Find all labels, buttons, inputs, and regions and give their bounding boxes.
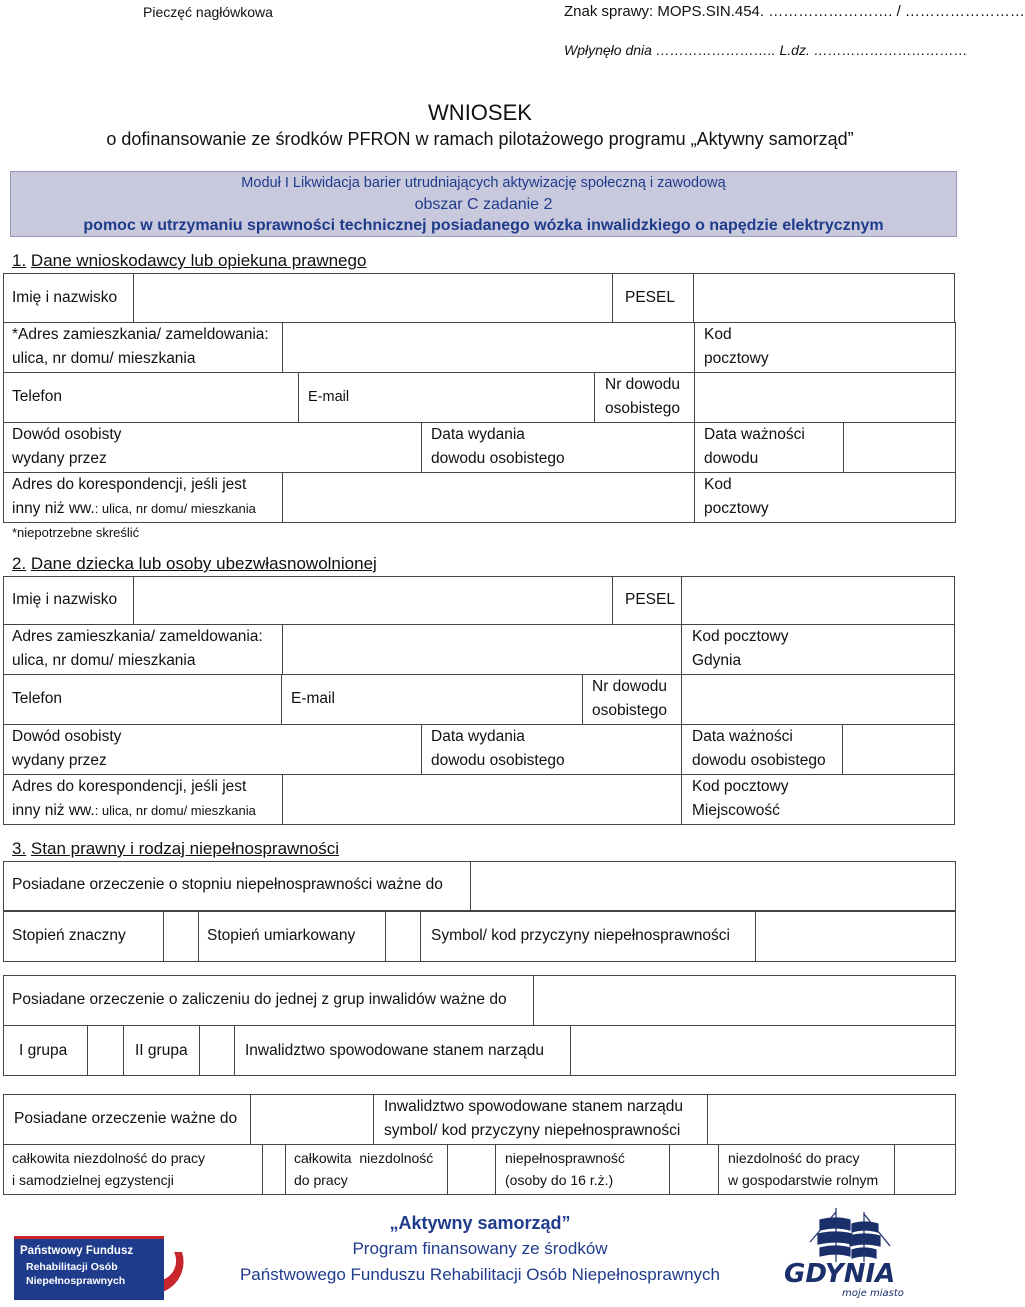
s3-opt1-label-1: całkowita niezdolność do pracy — [12, 1150, 205, 1166]
s2-validity-label-1: Data ważności — [692, 728, 793, 745]
s2-corr-label-2a: inny niż ww. — [12, 802, 95, 819]
s1-idno-label-2: osobistego — [605, 400, 680, 417]
section-1-title: Dane wnioskodawcy lub opiekuna prawnego — [30, 251, 367, 270]
s1-validity-input[interactable] — [843, 422, 956, 473]
s2-issuedate-label-2: dowodu osobistego — [431, 752, 565, 769]
s3-organ-label: Inwalidztwo spowodowane stanem narządu — [245, 1042, 544, 1059]
footer-line-2: Program finansowany ze środków — [352, 1239, 608, 1258]
s1-corr-label-2b: : ulica, nr domu/ mieszkania — [94, 501, 256, 516]
s1-phone-label: Telefon — [12, 388, 62, 405]
s3-decision-input[interactable] — [470, 861, 956, 911]
s2-corr-label-2 — [12, 799, 256, 823]
s1-idissued-label-2: wydany przez — [12, 450, 107, 467]
s1-email-label: E-mail — [308, 389, 350, 405]
s1-address-label-1: *Adres zamieszkania/ zameldowania: — [12, 326, 269, 343]
s3-symbol-label: Symbol/ kod przyczyny niepełnosprawności — [431, 927, 730, 944]
s3-organ2-label-2: symbol/ kod przyczyny niepełnosprawności — [384, 1122, 681, 1139]
s1-issuedate-label-2: dowodu osobistego — [431, 450, 565, 467]
s1-name-input[interactable] — [133, 273, 613, 323]
s2-idno-label-2: osobistego — [592, 702, 667, 719]
s3-opt3-checkbox[interactable] — [669, 1144, 719, 1195]
s3-group1-label: I grupa — [19, 1042, 68, 1059]
s3-group-label: Posiadane orzeczenie o zaliczeniu do jednej z grup inwalidów ważne do — [12, 991, 507, 1008]
s3-opt4-label-2: w gospodarstwie rolnym — [728, 1172, 879, 1188]
s2-address-label-2: ulica, nr domu/ mieszkania — [12, 652, 196, 669]
section-1-heading — [12, 251, 366, 271]
s2-corr-label-1: Adres do korespondencji, jeśli jest — [12, 778, 247, 795]
gdynia-ship-icon — [780, 1202, 920, 1302]
s2-idno-input[interactable] — [681, 674, 955, 725]
pfron-logo-line-1: Państwowy Fundusz — [20, 1245, 134, 1257]
s1-corr-label-2a: inny niż ww. — [12, 500, 95, 517]
s3-significant-checkbox[interactable] — [163, 911, 199, 962]
s2-idno-label-1: Nr dowodu — [592, 678, 667, 695]
s2-address-label-1: Adres zamieszkania/ zameldowania: — [12, 628, 263, 645]
header-stamp: Pieczęć nagłówkowa — [143, 4, 273, 20]
s1-postal-label-2: pocztowy — [704, 350, 769, 367]
section-3-title: Stan prawny i rodzaj niepełnosprawności — [30, 839, 339, 858]
section-2-title: Dane dziecka lub osoby ubezwłasnowolnionej — [30, 554, 377, 573]
s1-corr-label-2 — [12, 497, 256, 521]
s1-issuedate-label-1: Data wydania — [431, 426, 525, 443]
s1-idno-label-1: Nr dowodu — [605, 376, 680, 393]
pfron-logo-graphic — [12, 1222, 192, 1302]
banner-line-2: obszar C zadanie 2 — [414, 196, 553, 213]
s2-address-input[interactable] — [282, 624, 682, 675]
footer-program: „Aktywny samorząd” — [389, 1213, 571, 1233]
s2-validity-label-2: dowodu osobistego — [692, 752, 826, 769]
s2-corr-label-2b: : ulica, nr domu/ mieszkania — [94, 803, 256, 818]
s2-postal-label-2: Gdynia — [692, 652, 742, 669]
s2-idissued-label-2: wydany przez — [12, 752, 107, 769]
s3-opt4-checkbox[interactable] — [894, 1144, 956, 1195]
s1-postal-label-1: Kod — [704, 326, 732, 343]
s3-organ-input[interactable] — [570, 1025, 956, 1076]
s2-corr-input[interactable] — [282, 774, 682, 825]
s3-decision-label: Posiadane orzeczenie o stopniu niepełnosprawności ważne do — [12, 876, 443, 893]
banner-line-1: Moduł I Likwidacja barier utrudniających aktywizację społeczną i zawodową — [241, 175, 726, 191]
s3-opt1-checkbox[interactable] — [262, 1144, 286, 1195]
s2-corr-postal-label-2: Miejscowość — [692, 802, 780, 819]
form-subtitle: o dofinansowanie ze środków PFRON w ramach pilotażowego programu „Aktywny samorząd” — [106, 129, 854, 149]
s3-opt3-label-1: niepełnosprawność — [505, 1150, 625, 1166]
section-2-heading — [12, 554, 377, 574]
s3-validto-label: Posiadane orzeczenie ważne do — [14, 1110, 238, 1127]
s3-moderate-checkbox[interactable] — [385, 911, 421, 962]
s3-organ2-input[interactable] — [707, 1094, 956, 1145]
s1-idno-input[interactable] — [694, 372, 956, 423]
s3-group2-checkbox[interactable] — [199, 1025, 235, 1076]
s3-group2-label: II grupa — [135, 1042, 188, 1059]
section-3-heading — [12, 839, 339, 859]
footer-line-3: Państwowego Funduszu Rehabilitacji Osób Niepełnosprawnych — [239, 1265, 721, 1284]
s1-footnote: *niepotrzebne skreślić — [12, 525, 140, 540]
s2-name-label: Imię i nazwisko — [12, 591, 118, 608]
s2-idissued-label-1: Dowód osobisty — [12, 728, 122, 745]
s3-opt2-label-2: do pracy — [294, 1172, 348, 1188]
case-number: Znak sprawy: MOPS.SIN.454. ……………………. / …………………… — [564, 3, 1025, 20]
s1-pesel-input[interactable] — [693, 273, 955, 323]
banner-line-3: pomoc w utrzymaniu sprawności technicznej posiadanego wózka inwalidzkiego o napędzie elektrycznym — [83, 217, 884, 234]
form-title: WNIOSEK — [428, 100, 532, 125]
s2-phone-label: Telefon — [12, 690, 62, 707]
s1-name-label: Imię i nazwisko — [12, 289, 118, 306]
s3-opt2-label-1: całkowita niezdolność — [294, 1150, 434, 1166]
s3-significant-label: Stopień znaczny — [12, 927, 126, 944]
s2-pesel-input[interactable] — [681, 576, 955, 625]
s2-pesel-label: PESEL — [625, 591, 675, 608]
s1-address-label-2: ulica, nr domu/ mieszkania — [12, 350, 196, 367]
gdynia-logo — [780, 1202, 920, 1302]
s2-email-label: E-mail — [291, 690, 335, 707]
s1-validity-label-1: Data ważności — [704, 426, 805, 443]
s2-issuedate-label-1: Data wydania — [431, 728, 525, 745]
gdynia-tagline: moje miasto — [842, 1288, 904, 1299]
s1-corr-postal-label-1: Kod — [704, 476, 732, 493]
s1-corr-input[interactable] — [282, 472, 695, 523]
pfron-logo — [12, 1222, 192, 1302]
s1-address-input[interactable] — [282, 322, 695, 373]
gdynia-logo-text: GDYNIA — [784, 1259, 896, 1289]
s2-postal-label-1: Kod pocztowy — [692, 628, 789, 645]
s3-moderate-label: Stopień umiarkowany — [207, 927, 356, 944]
s3-opt1-label-2: i samodzielnej egzystencji — [12, 1172, 174, 1188]
s3-group-input[interactable] — [533, 975, 956, 1026]
s1-validity-label-2: dowodu — [704, 450, 759, 467]
s3-opt2-checkbox[interactable] — [447, 1144, 496, 1195]
s1-pesel-label: PESEL — [625, 289, 675, 306]
s3-opt4-label-1: niezdolność do pracy — [728, 1150, 860, 1166]
s3-organ2-label-1: Inwalidztwo spowodowane stanem narządu — [384, 1098, 683, 1115]
s2-validity-input[interactable] — [842, 724, 955, 775]
s3-opt3-label-2: (osoby do 16 r.ż.) — [505, 1172, 614, 1188]
s3-symbol-input[interactable] — [755, 911, 956, 962]
s1-idissued-label-1: Dowód osobisty — [12, 426, 122, 443]
pfron-logo-line-3: Niepełnosprawnych — [26, 1275, 126, 1287]
section-1-number: 1. — [12, 251, 27, 270]
s2-corr-postal-label-1: Kod pocztowy — [692, 778, 789, 795]
s3-validto-input[interactable] — [250, 1094, 374, 1145]
s1-corr-label-1: Adres do korespondencji, jeśli jest — [12, 476, 247, 493]
s2-name-input[interactable] — [133, 576, 613, 625]
s3-group1-checkbox[interactable] — [87, 1025, 124, 1076]
pfron-logo-line-2: Rehabilitacji Osób — [26, 1261, 118, 1273]
section-2-number: 2. — [12, 554, 27, 573]
received-date: Wpłynęło dnia …………………….. L.dz. …………………………… — [564, 42, 968, 58]
section-3-number: 3. — [12, 839, 27, 858]
module-banner — [10, 171, 957, 237]
s1-corr-postal-label-2: pocztowy — [704, 500, 769, 517]
